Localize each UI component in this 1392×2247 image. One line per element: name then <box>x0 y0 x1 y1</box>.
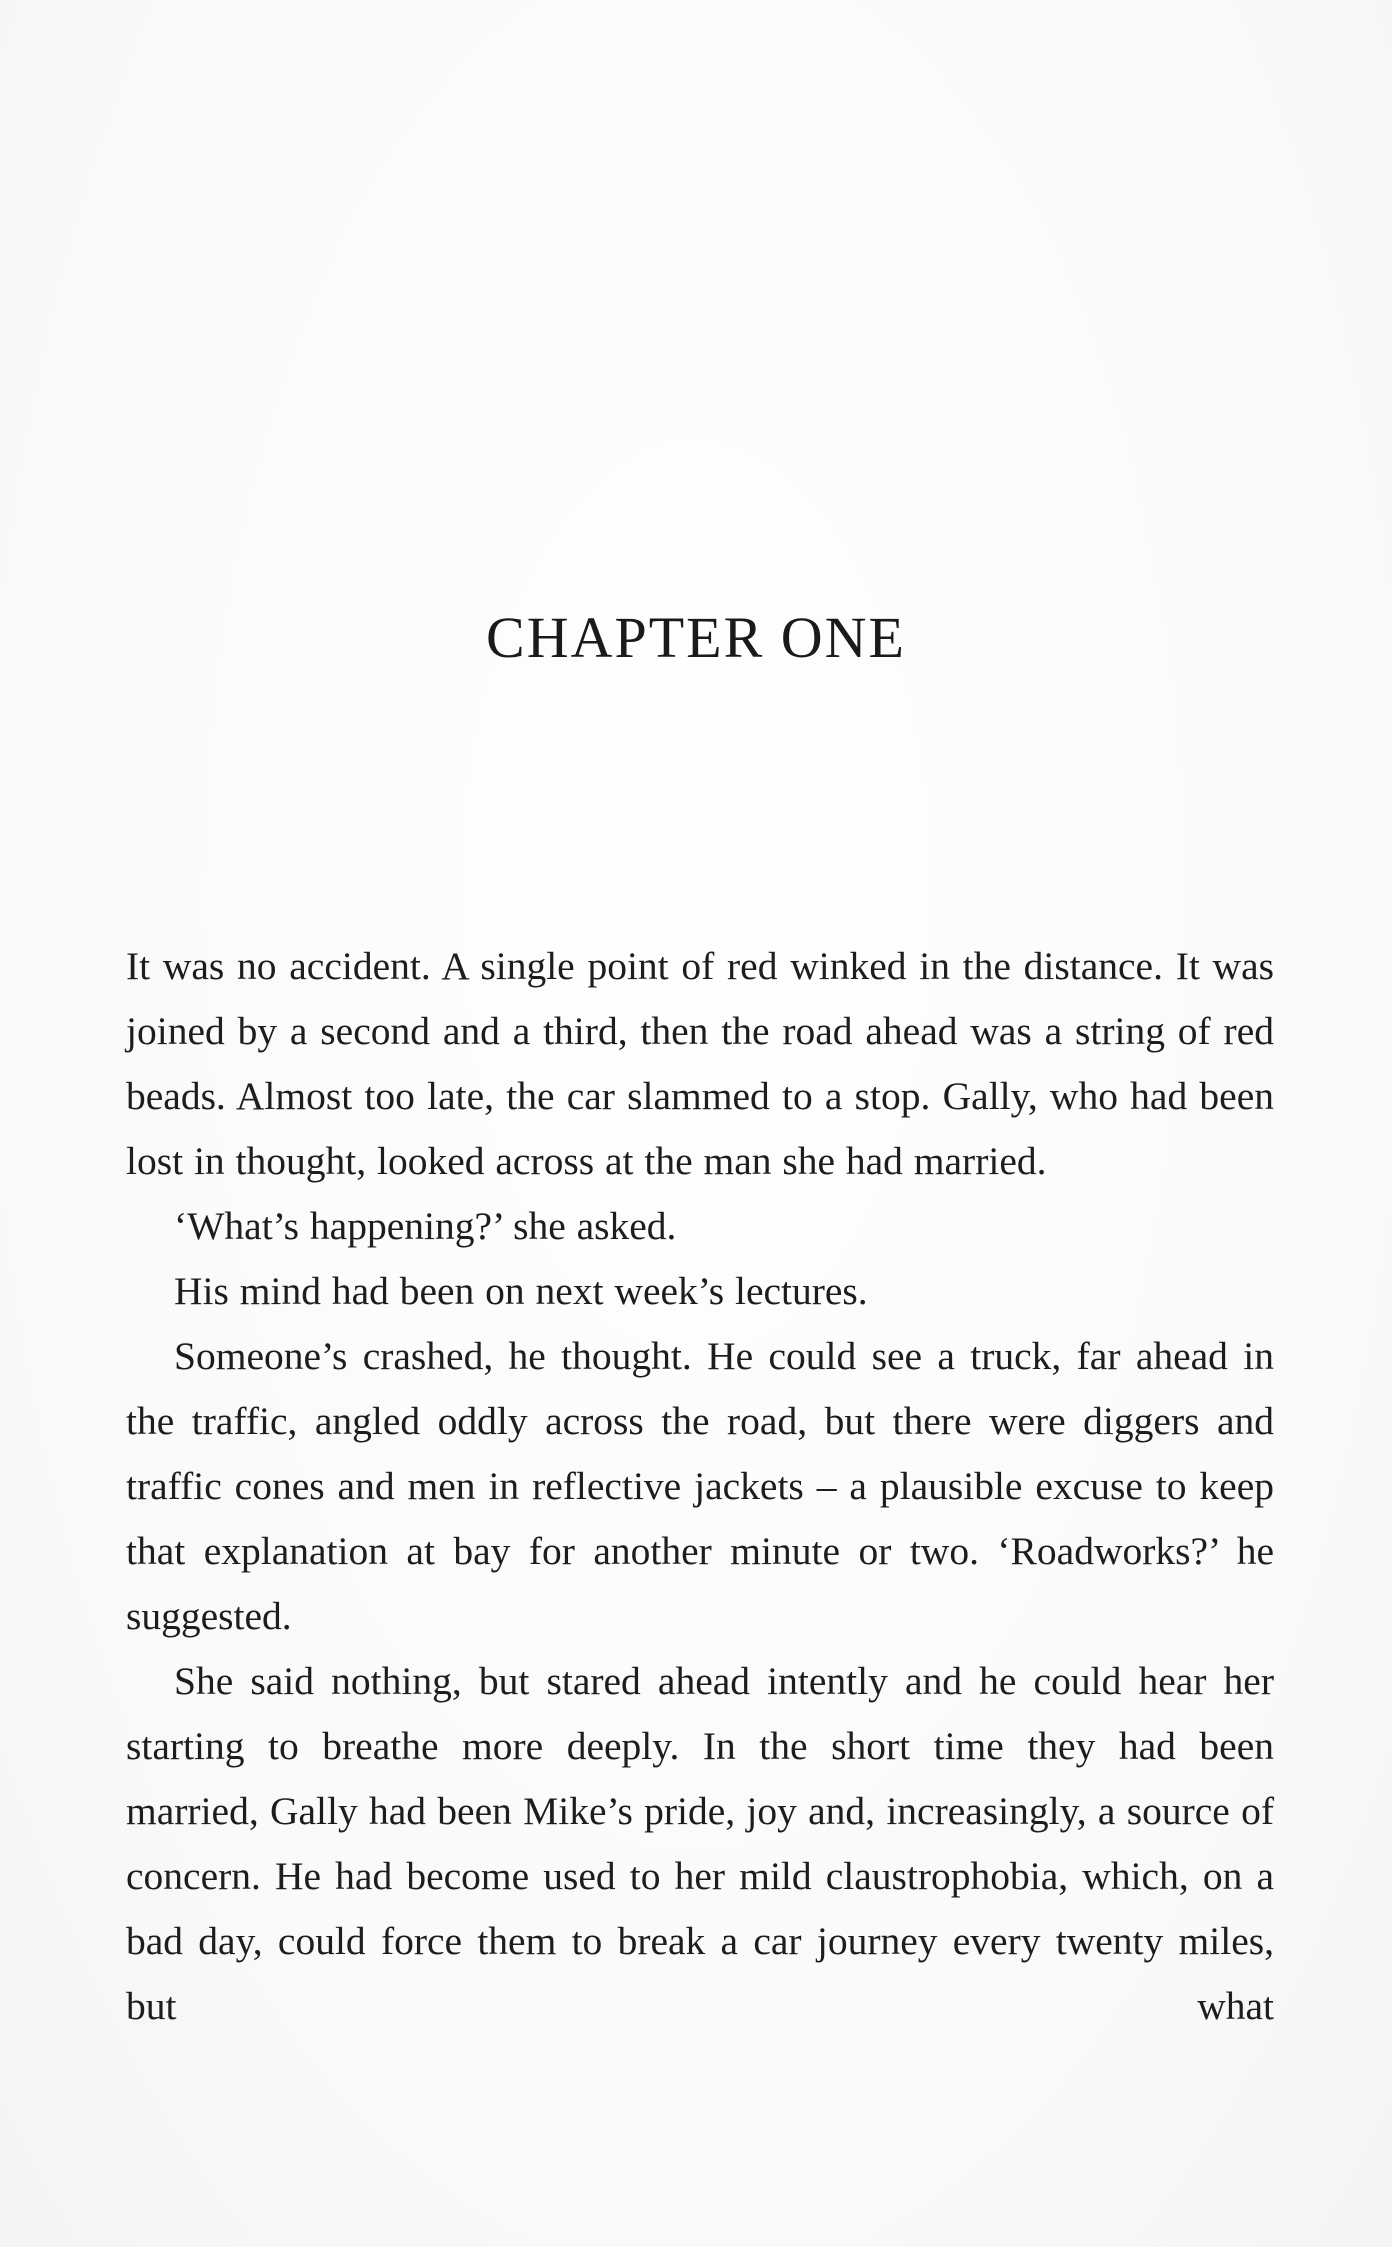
chapter-title: CHAPTER ONE <box>486 605 906 670</box>
paragraph-5: She said nothing, but stared ahead intently and he could hear her starting to breathe more deeply. In the short time they had been married, Gally had been Mike’s pride, joy and, increasingly, a source of concern. He had become used to her mild claustrophobia, which, on a bad day, could force them to break a car journey every twenty miles, but what <box>126 1659 1274 2028</box>
chapter-body <box>126 934 1274 2039</box>
paragraph-1: It was no accident. A single point of red winked in the distance. It was joined by a second and a third, then the road ahead was a string of red beads. Almost too late, the car slammed to a stop. Gally, who had been lost in thought, looked across at the man she had married. <box>126 944 1274 1183</box>
paragraph-4: Someone’s crashed, he thought. He could see a truck, far ahead in the traffic, angled oddly across the road, but there were diggers and traffic cones and men in reflective jackets – a plausible excuse to keep that explanation at bay for another minute or two. ‘Roadworks?’ he suggested. <box>126 1334 1274 1638</box>
paragraph-2: ‘What’s happening?’ she asked. <box>174 1204 677 1248</box>
paragraph-3: His mind had been on next week’s lectures. <box>174 1269 868 1313</box>
